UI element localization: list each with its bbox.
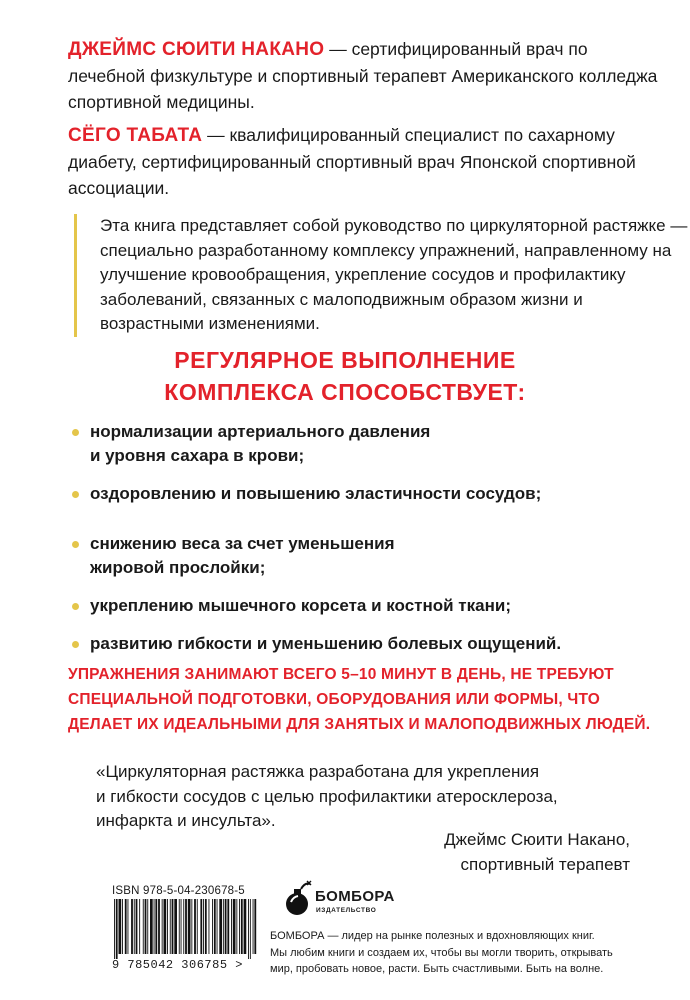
- barcode-bar: [122, 899, 123, 954]
- barcode-bar: [200, 899, 202, 954]
- barcode-bar: [203, 899, 204, 954]
- bullet-icon: [72, 541, 79, 548]
- barcode-bar: [244, 899, 247, 954]
- publisher-line: БОМБОРА — лидер на рынке полезных и вдохновляющих книг.: [270, 930, 595, 942]
- barcode-bar: [116, 899, 118, 959]
- barcode-arrow: >: [235, 958, 243, 972]
- publisher-line: мир, пробовать новое, расти. Быть счастливыми. Быть на волне.: [270, 963, 604, 975]
- isbn-number: ISBN 978-5-04-230678-5: [112, 885, 245, 897]
- barcode-bar: [155, 899, 157, 954]
- barcode-bar: [139, 899, 140, 954]
- barcode-bar: [233, 899, 236, 954]
- author-name: ДЖЕЙМС СЮИТИ НАКАНО: [68, 39, 325, 60]
- callout-text: [68, 662, 688, 737]
- barcode-bar: [188, 899, 191, 954]
- author-bio-nakano: [68, 36, 668, 115]
- barcode-bar: [191, 899, 192, 954]
- barcode-bar: [154, 899, 155, 954]
- barcode-bar: [170, 899, 171, 954]
- barcode-bar: [128, 899, 129, 954]
- barcode-bar: [205, 899, 207, 954]
- bullet-icon: [72, 491, 79, 498]
- barcode-bar: [174, 899, 177, 954]
- author-name: СЁГО ТАБАТА: [68, 125, 203, 146]
- book-intro: Эта книга представляет собой руководство по циркуляторной растяжке — специально разработанному комплексу упражнений, направленному на улучшение кровообращения, укрепление сосудов и профилактику заболеваний, связанных с малоподвижным образом жизни и возрастными изменениями.: [74, 214, 690, 337]
- publisher-logo-word: БОМБОРА: [315, 888, 395, 905]
- quote-line: «Циркуляторная растяжка разработана для укрепления: [96, 762, 540, 781]
- barcode-bar: [164, 899, 167, 954]
- benefit-text: оздоровлению и повышению эластичности сосудов;: [90, 484, 542, 503]
- quote-line: инфаркта и инсульта».: [96, 811, 276, 830]
- barcode-bar: [125, 899, 127, 954]
- barcode-bar: [214, 899, 216, 954]
- quote-attribution: [444, 828, 630, 877]
- bullet-icon: [72, 429, 79, 436]
- barcode-bar: [241, 899, 243, 954]
- author-bio-tabata: [68, 122, 668, 201]
- callout-line: ДЕЛАЕТ ИХ ИДЕАЛЬНЫМИ ДЛЯ ЗАНЯТЫХ И МАЛОПОДВИЖНЫХ ЛЮДЕЙ.: [68, 716, 651, 733]
- benefit-text: жировой прослойки;: [90, 558, 266, 577]
- quote-author: Джеймс Сюити Накано,: [444, 830, 630, 849]
- barcode-bar: [147, 899, 148, 954]
- barcode-image: [112, 899, 260, 959]
- publisher-line: Мы любим книги и создаем их, чтобы вы могли творить, открывать: [270, 946, 613, 959]
- barcode-bar: [131, 899, 133, 954]
- barcode-bar: [212, 899, 213, 954]
- barcode-bar: [185, 899, 187, 954]
- barcode-number: 9 785042 306785: [112, 958, 228, 972]
- publisher-description: [270, 928, 680, 978]
- barcode-bar: [134, 899, 135, 954]
- benefit-text: укреплению мышечного корсета и костной ткани;: [90, 596, 511, 615]
- author-bio-text: — сертифицированный врач по лечебной физкультуре и спортивный терапевт Американского колледжа спортивной медицины.: [68, 39, 658, 112]
- barcode-bar: [239, 899, 240, 954]
- benefit-text: нормализации артериального давления: [90, 422, 431, 441]
- bomb-icon: [283, 880, 313, 918]
- benefit-item: [72, 532, 672, 580]
- barcode-bar: [114, 899, 115, 959]
- barcode-bar: [181, 899, 182, 954]
- callout-line: СПЕЦИАЛЬНОЙ ПОДГОТОВКИ, ОБОРУДОВАНИЯ ИЛИ ФОРМЫ, ЧТО: [68, 691, 601, 708]
- publisher-logo: [283, 880, 403, 920]
- barcode-digits: [112, 958, 260, 972]
- barcode-bar: [248, 899, 249, 959]
- benefit-text: и уровня сахара в крови;: [90, 446, 305, 465]
- barcode-bar: [209, 899, 210, 954]
- barcode-bar: [231, 899, 232, 954]
- bullet-icon: [72, 603, 79, 610]
- headline-line: РЕГУЛЯРНОЕ ВЫПОЛНЕНИЕ: [174, 347, 516, 373]
- barcode-bar: [145, 899, 147, 954]
- headline-line: КОМПЛЕКСА СПОСОБСТВУЕТ:: [164, 379, 526, 405]
- barcode-bar: [197, 899, 198, 954]
- benefit-item: [72, 594, 672, 618]
- barcode-bar: [179, 899, 180, 954]
- benefits-headline: [0, 344, 690, 408]
- callout-line: УПРАЖНЕНИЯ ЗАНИМАЮТ ВСЕГО 5–10 МИНУТ В ДЕНЬ, НЕ ТРЕБУЮТ: [68, 666, 614, 683]
- isbn-barcode-block: [112, 885, 260, 972]
- barcode-bar: [136, 899, 138, 954]
- barcode-bar: [254, 899, 256, 954]
- barcode-bar: [143, 899, 144, 954]
- barcode-bar: [217, 899, 218, 954]
- author-bio-text: — квалифицированный специалист по сахарному диабету, сертифицированный спортивный врач Японской спортивной ассоциации.: [68, 125, 636, 198]
- barcode-bar: [250, 899, 251, 959]
- publisher-logo-sub: ИЗДАТЕЛЬСТВО: [316, 907, 377, 914]
- benefit-item: [72, 482, 672, 506]
- barcode-bar: [219, 899, 222, 954]
- barcode-bar: [150, 899, 153, 954]
- author-quote: [96, 760, 656, 834]
- bullet-icon: [72, 641, 79, 648]
- barcode-bar: [162, 899, 163, 954]
- barcode-bar: [183, 899, 184, 954]
- barcode-bar: [119, 899, 122, 954]
- quote-author-role: спортивный терапевт: [460, 854, 630, 874]
- barcode-bar: [158, 899, 160, 954]
- benefit-item: [72, 420, 672, 468]
- barcode-bar: [172, 899, 174, 954]
- benefit-item: [72, 632, 672, 656]
- barcode-bar: [253, 899, 254, 954]
- barcode-bar: [236, 899, 237, 954]
- barcode-bar: [167, 899, 168, 954]
- barcode-bar: [223, 899, 224, 954]
- benefit-text: снижению веса за счет уменьшения: [90, 534, 395, 553]
- benefits-list: [72, 420, 672, 656]
- barcode-bar: [225, 899, 227, 954]
- quote-line: и гибкости сосудов с целью профилактики атеросклероза,: [96, 786, 558, 806]
- benefit-text: развитию гибкости и уменьшению болевых ощущений.: [90, 634, 562, 653]
- barcode-bar: [227, 899, 229, 954]
- barcode-bar: [194, 899, 196, 954]
